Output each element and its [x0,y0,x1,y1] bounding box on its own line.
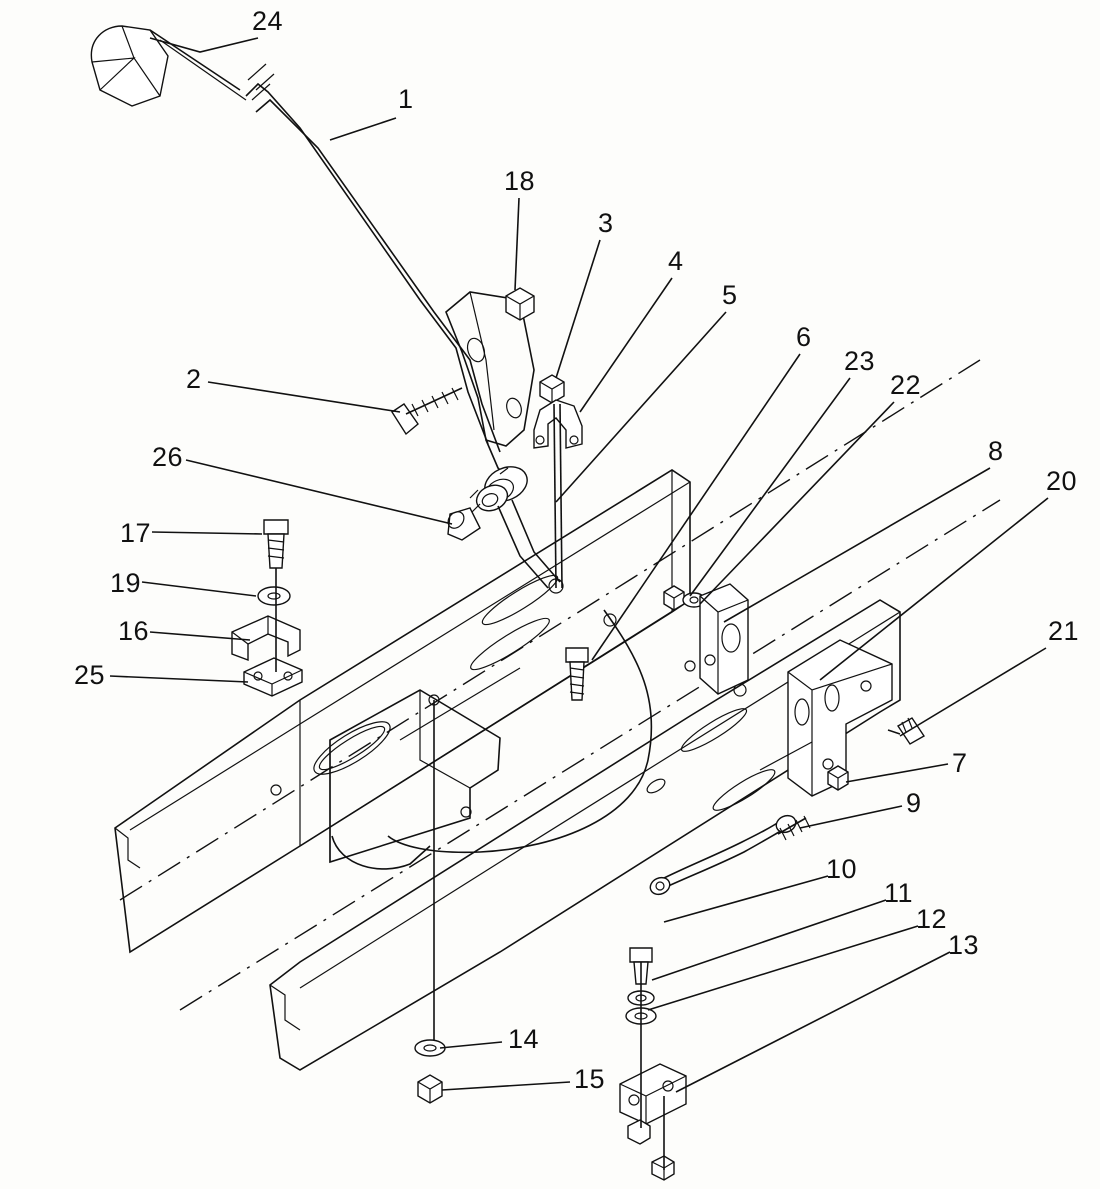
bracket-20 [760,640,892,796]
callout-number-12: 12 [916,904,948,934]
leader-line-17 [152,532,262,534]
cable [388,610,651,852]
leader-line-4 [580,278,672,412]
callout-number-17: 17 [120,518,152,548]
leader-line-2 [208,382,400,412]
leader-line-10 [664,876,828,922]
callout-number-7: 7 [952,748,968,778]
leader-line-20 [820,498,1048,680]
bolt-2 [392,388,462,434]
fastener-stack-left [232,520,302,696]
nut-7 [828,766,848,790]
callout-number-14: 14 [508,1024,540,1054]
callout-number-4: 4 [668,246,684,276]
leader-line-5 [556,312,726,502]
leader-line-7 [846,764,948,782]
leader-line-1 [330,118,396,140]
leader-line-21 [900,648,1046,736]
nut-3 [540,375,564,403]
callout-number-25: 25 [74,660,106,690]
callout-number-23: 23 [844,346,876,376]
callout-number-19: 19 [110,568,142,598]
link-rod-10 [648,813,799,898]
callout-number-15: 15 [574,1064,606,1094]
clamp-4 [534,400,582,448]
leader-line-14 [440,1042,502,1048]
callout-number-26: 26 [152,442,184,472]
callout-number-21: 21 [1048,616,1080,646]
leader-line-15 [442,1082,570,1090]
callout-number-6: 6 [796,322,812,352]
shift-lever [91,26,500,452]
leader-line-18 [515,198,519,290]
callout-number-1: 1 [398,84,414,114]
leader-line-11 [652,900,886,980]
pivot-bushing [445,460,560,588]
lever-bracket [446,292,534,490]
callout-number-24: 24 [252,6,284,36]
nut-23 [664,586,684,610]
callout-number-13: 13 [948,930,980,960]
callout-number-10: 10 [826,854,858,884]
floor-plate [330,668,520,869]
chassis-frame [115,360,1000,1070]
leader-line-9 [800,806,902,828]
fastener-stack-lower-center [415,700,445,1103]
leader-line-8 [724,468,990,622]
callout-number-5: 5 [722,280,738,310]
callout-number-18: 18 [504,166,536,196]
callout-number-2: 2 [186,364,202,394]
leader-line-6 [592,354,800,660]
callout-number-8: 8 [988,436,1004,466]
leader-lines [110,38,1048,1092]
callout-number-16: 16 [118,616,150,646]
bolt-21 [888,718,924,744]
bolt-6 [566,648,588,700]
leader-line-19 [142,582,256,596]
leader-line-22 [700,402,894,604]
callout-number-20: 20 [1046,466,1078,496]
bracket-8 [700,584,748,694]
leader-line-3 [556,240,600,378]
leader-line-26 [186,460,452,524]
callout-number-11: 11 [884,878,914,908]
callout-number-22: 22 [890,370,922,400]
leader-line-25 [110,676,248,682]
fastener-stack-lower-right [620,948,686,1180]
nut-18 [506,288,534,320]
callout-number-3: 3 [598,208,614,238]
leader-line-13 [676,952,950,1092]
callout-number-9: 9 [906,788,922,818]
